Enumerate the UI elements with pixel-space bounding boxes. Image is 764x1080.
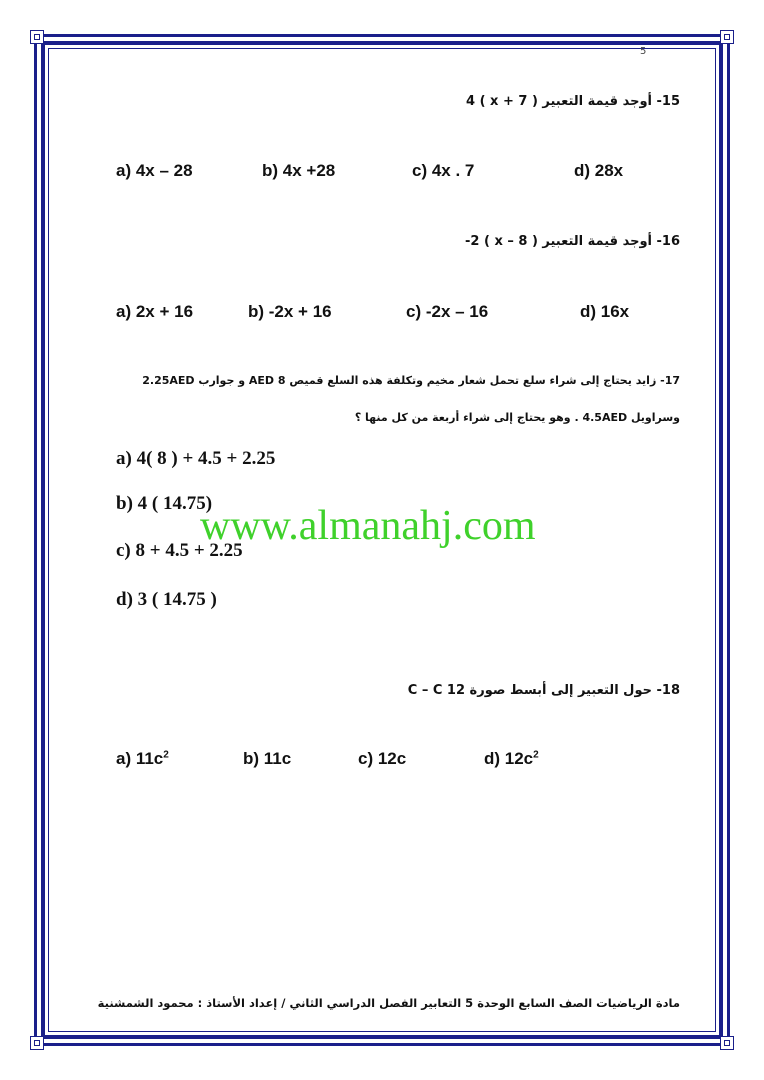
question-17-option-a: a) 4( 8 ) + 4.5 + 2.25 xyxy=(116,448,276,469)
question-17-option-c: c) 8 + 4.5 + 2.25 xyxy=(116,540,243,561)
question-17-text-line-1: 17- زايد يحتاج إلى شراء سلع تحمل شعار مخيم وتكلفة هذه السلع قميص 8 AED و جوارب 2.25AED xyxy=(142,374,680,387)
border-corner-ornament xyxy=(30,30,44,44)
option-text: c) 12c xyxy=(358,749,407,768)
question-18-option-b xyxy=(243,749,291,769)
option-text: b) 11c xyxy=(243,749,292,768)
question-16-option-b: b) -2x + 16 xyxy=(248,302,332,321)
question-18-option-c xyxy=(358,749,406,769)
question-16-option-a: a) 2x + 16 xyxy=(116,302,194,321)
question-15-option-a: a) 4x – 28 xyxy=(116,161,193,180)
option-text: d) 12c xyxy=(484,749,534,768)
question-15-option-b: b) 4x +28 xyxy=(262,161,336,180)
option-exponent: 2 xyxy=(163,749,169,761)
question-15-title: 15- أوجد قيمة التعبير ( x + 7 ) 4 xyxy=(466,94,680,109)
question-17-text-line-2: وسراويل 4.5AED . وهو يحتاج إلى شراء أربعة من كل منها ؟ xyxy=(354,411,680,424)
page-footer: مادة الرياضيات الصف السابع الوحدة 5 التعابير الفصل الدراسي الثاني / إعداد الأستاذ : محمود الشمشنية xyxy=(97,996,680,1010)
watermark-link: www.almanahj.com xyxy=(200,503,536,549)
border-corner-ornament xyxy=(720,1036,734,1050)
question-15-option-d: d) 28x xyxy=(574,161,624,180)
question-16-option-d: d) 16x xyxy=(580,302,630,321)
option-exponent: 2 xyxy=(533,749,539,761)
question-18-option-a xyxy=(116,749,169,769)
question-18-title: 18- حول التعبير إلى أبسط صورة 12 C – C xyxy=(407,683,680,698)
question-17-option-b: b) 4 ( 14.75) xyxy=(116,493,213,514)
question-18-option-d xyxy=(484,749,539,769)
border-corner-ornament xyxy=(720,30,734,44)
question-17-option-d: d) 3 ( 14.75 ) xyxy=(116,589,217,610)
page-number: 5 xyxy=(640,46,647,57)
question-15-option-c: c) 4x . 7 xyxy=(412,161,475,180)
border-corner-ornament xyxy=(30,1036,44,1050)
option-text: a) 11c xyxy=(116,749,164,768)
question-16-option-c: c) -2x – 16 xyxy=(406,302,489,321)
question-16-title: 16- أوجد قيمة التعبير ( x – 8 ) 2- xyxy=(464,234,680,249)
